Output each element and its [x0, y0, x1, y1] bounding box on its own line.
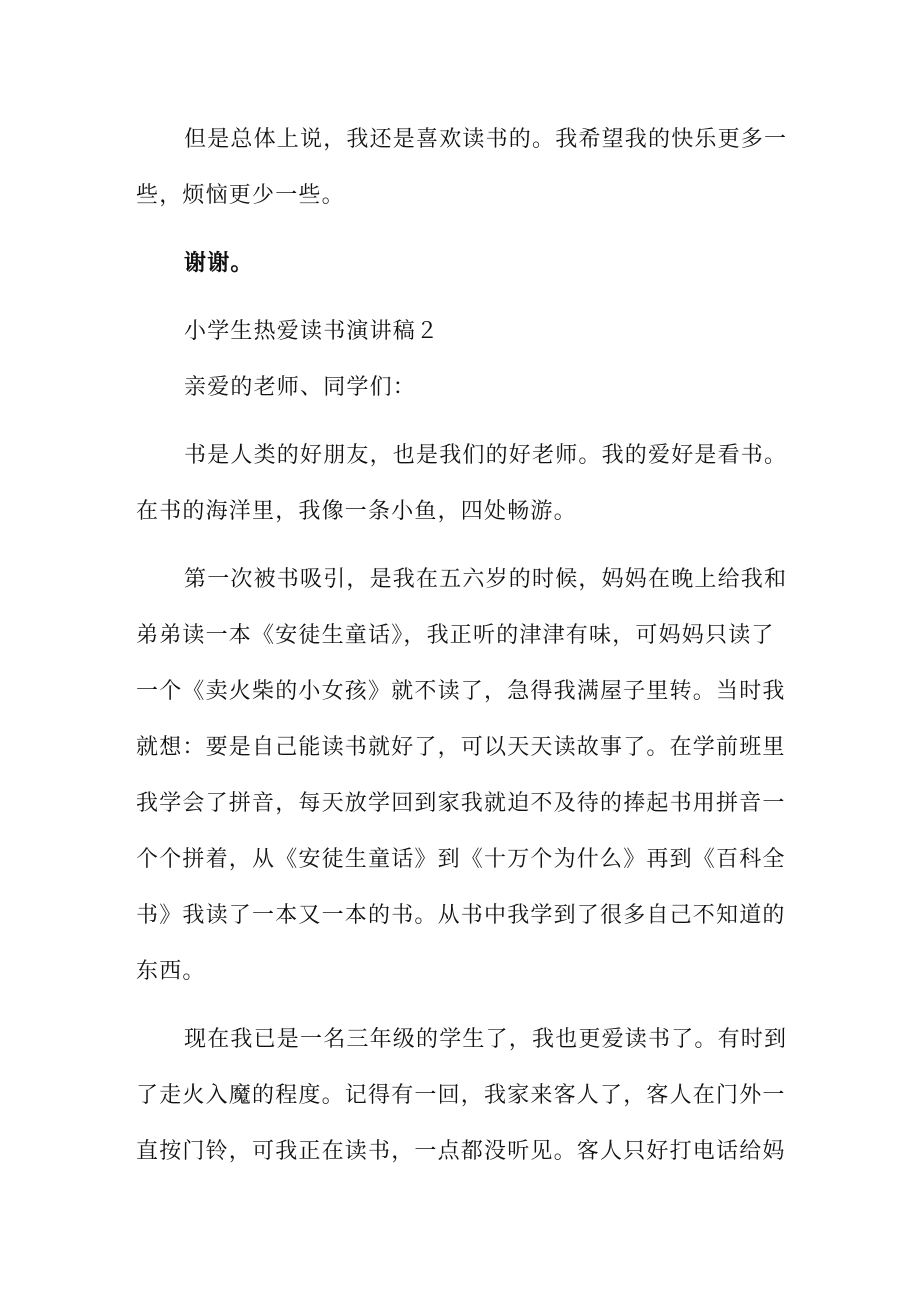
salutation: 亲爱的老师、同学们： [184, 375, 417, 400]
paragraph-1-line-2: 些，烦恼更少一些。 [136, 183, 345, 208]
paragraph-4-line-1: 现在我已是一名三年级的学生了，我也更爱读书了。有时到 [184, 1027, 788, 1052]
thanks-line: 谢谢。 [184, 251, 254, 276]
paragraph-3-line-2: 弟弟读一本《安徒生童话》，我正听的津津有味，可妈妈只读了 [136, 623, 775, 648]
paragraph-3-line-3: 一个《卖火柴的小女孩》就不读了，急得我满屋子里转。当时我 [136, 679, 786, 704]
paragraph-3-line-7: 书》我读了一本又一本的书。从书中我学到了很多自己不知道的 [136, 903, 786, 928]
paragraph-1-line-1: 但是总体上说，我还是喜欢读书的。我希望我的快乐更多一 [184, 127, 788, 152]
paragraph-4-line-2: 了走火入魔的程度。记得有一回，我家来客人了，客人在门外一 [136, 1083, 786, 1108]
paragraph-2-line-2: 在书的海洋里，我像一条小鱼，四处畅游。 [136, 499, 577, 524]
paragraph-3-line-1: 第一次被书吸引，是我在五六岁的时候，妈妈在晚上给我和 [184, 567, 788, 592]
section-heading: 小学生热爱读书演讲稿２ [184, 319, 440, 344]
paragraph-3-line-5: 我学会了拼音，每天放学回到家我就迫不及待的捧起书用拼音一 [136, 791, 786, 816]
paragraph-3-line-4: 就想：要是自己能读书就好了，可以天天读故事了。在学前班里 [136, 735, 786, 760]
paragraph-4-line-3: 直按门铃，可我正在读书，一点都没听见。客人只好打电话给妈 [136, 1139, 786, 1164]
paragraph-3-line-6: 个个拼着，从《安徒生童话》到《十万个为什么》再到《百科全 [136, 847, 786, 872]
paragraph-2-line-1: 书是人类的好朋友，也是我们的好老师。我的爱好是看书。 [184, 443, 788, 468]
paragraph-3-line-8: 东西。 [136, 959, 206, 984]
